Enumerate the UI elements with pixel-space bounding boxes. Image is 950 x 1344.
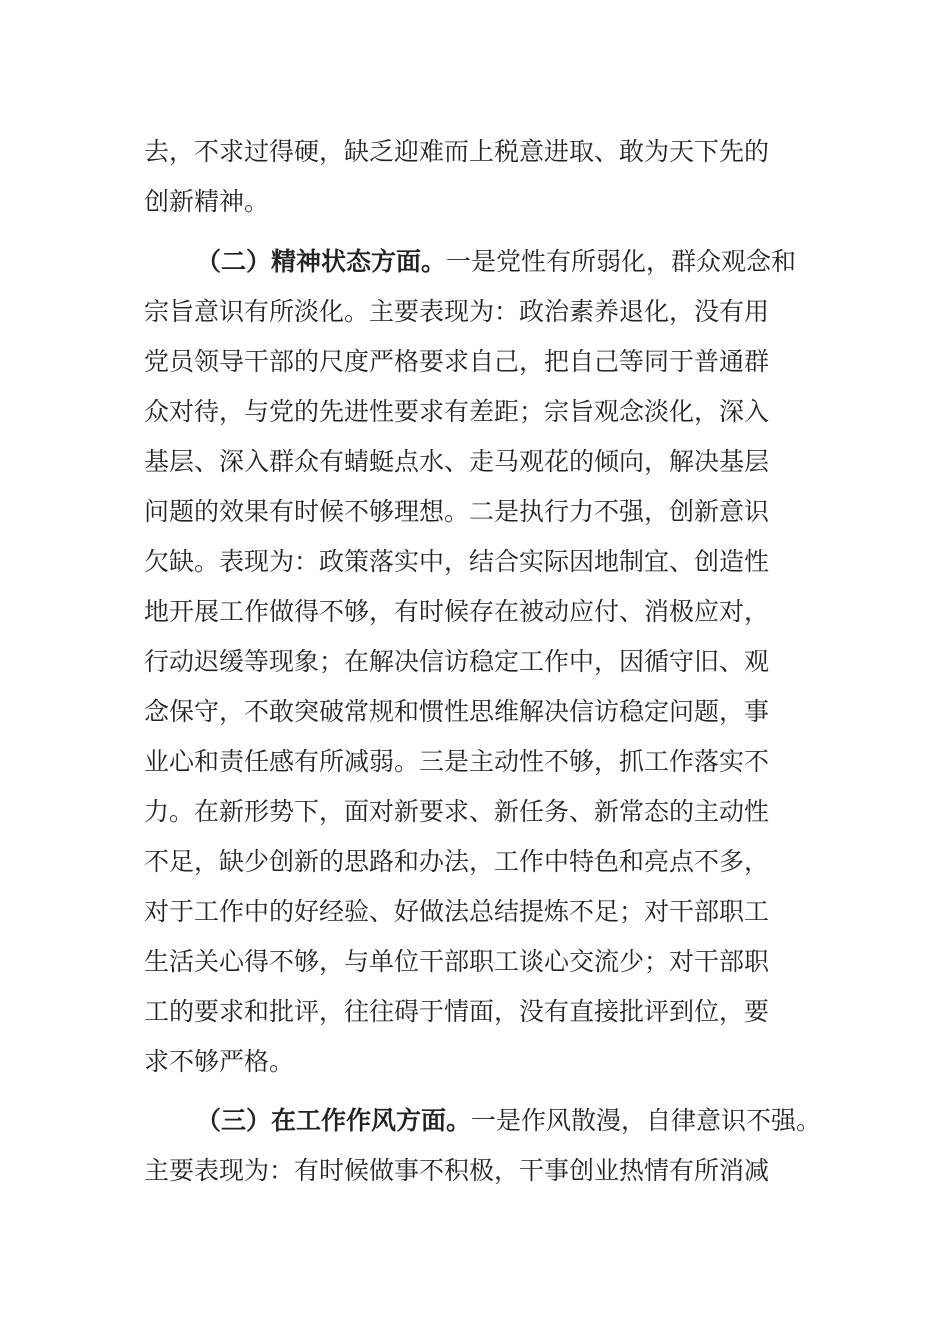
text-line-first [144, 1096, 834, 1146]
text-line: 念保守，不敢突破常规和惯性思维解决信访稳定问题，事 [144, 697, 770, 726]
text-line: 力。在新形势下，面对新要求、新任务、新常态的主动性 [144, 797, 770, 826]
text-line: 业心和责任感有所减弱。三是主动性不够，抓工作落实不 [144, 747, 770, 776]
text-run: 一是作风散漫，自律意识不强。 [471, 1106, 822, 1135]
section-heading: （三）在工作作风方面。 [196, 1106, 472, 1135]
text-line: 求不够严格。 [144, 1047, 295, 1076]
text-line: 宗旨意识有所淡化。主要表现为：政治素养退化，没有用 [144, 297, 770, 326]
text-line: 去，不求过得硬，缺乏迎难而上税意进取、敢为天下先的 [144, 137, 770, 166]
paragraph-spiritual-state [144, 237, 810, 1087]
text-line: 地开展工作做得不够，有时候存在被动应付、消极应对， [144, 597, 770, 626]
text-line-first [144, 237, 810, 287]
text-line: 问题的效果有时候不够理想。二是执行力不强，创新意识 [144, 497, 770, 526]
text-line: 众对待，与党的先进性要求有差距；宗旨观念淡化，深入 [144, 397, 770, 426]
text-line: 生活关心得不够，与单位干部职工谈心交流少；对干部职 [144, 947, 770, 976]
text-line: 基层、深入群众有蜻蜓点水、走马观花的倾向，解决基层 [144, 447, 770, 476]
text-line: 行动迟缓等现象；在解决信访稳定工作中，因循守旧、观 [144, 647, 770, 676]
text-line: 对于工作中的好经验、好做法总结提炼不足；对干部职工 [144, 897, 770, 926]
text-line: 欠缺。表现为：政策落实中，结合实际因地制宜、创造性 [144, 547, 770, 576]
text-line: 不足，缺少创新的思路和办法，工作中特色和亮点不多， [144, 847, 770, 876]
text-run: 一是党性有所弱化，群众观念和 [446, 247, 797, 276]
section-heading: （二）精神状态方面。 [196, 247, 447, 276]
paragraph-work-style [144, 1096, 834, 1196]
text-line: 党员领导干部的尺度严格要求自己，把自己等同于普通群 [144, 347, 770, 376]
text-line: 工的要求和批评，往往碍于情面，没有直接批评到位，要 [144, 997, 770, 1026]
text-line: 创新精神。 [144, 187, 270, 216]
paragraph-continuation [144, 127, 810, 227]
text-line: 主要表现为：有时候做事不积极，干事创业热情有所消减 [144, 1156, 770, 1185]
